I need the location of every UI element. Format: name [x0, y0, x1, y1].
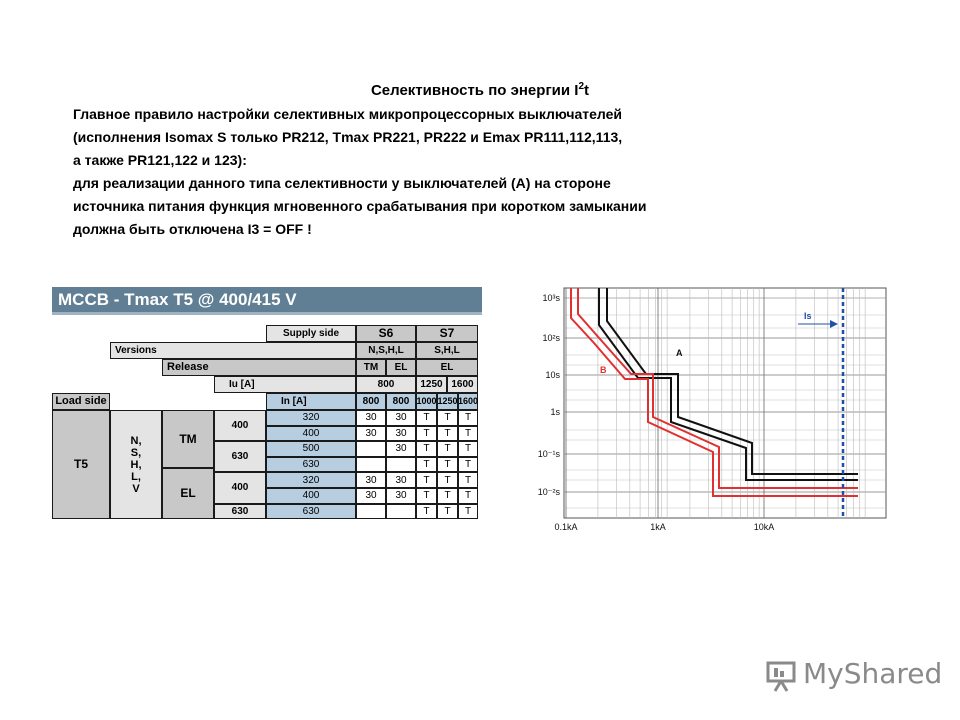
s7-iu-1: 1250	[416, 376, 447, 393]
iu-cell: 400	[214, 410, 266, 441]
paragraph-line: Главное правило настройки селективных микропроцессорных выключателей	[73, 106, 623, 122]
selectivity-value: T	[416, 457, 437, 473]
in-cell: 500	[266, 441, 356, 457]
selectivity-value: 30	[356, 488, 386, 504]
s6-el: EL	[386, 359, 416, 376]
tm-release: TM	[162, 410, 214, 468]
load-side-label: Load side	[52, 393, 110, 410]
in-cell: 400	[266, 426, 356, 442]
logo-text: MyShared	[803, 657, 943, 690]
selectivity-value: T	[458, 504, 478, 520]
release-label: Release	[162, 359, 356, 376]
selectivity-value: 30	[356, 426, 386, 442]
table-header: MCCB - Tmax T5 @ 400/415 V	[52, 287, 482, 312]
s6-versions: N,S,H,L	[356, 342, 416, 359]
in-cell: 400	[266, 488, 356, 504]
selectivity-value: T	[437, 426, 458, 442]
selectivity-value: T	[458, 426, 478, 442]
s7-label: S7	[416, 325, 478, 342]
in-value: 1000	[416, 393, 437, 410]
selectivity-value: 30	[356, 472, 386, 488]
x-tick-label: 10kA	[753, 522, 775, 530]
chart-svg	[508, 270, 888, 530]
myshared-logo	[765, 655, 943, 695]
s6-iu: 800	[356, 376, 416, 393]
y-tick-label: 10²s	[542, 333, 560, 343]
y-tick-label: 10s	[545, 370, 560, 380]
selectivity-value	[356, 441, 386, 457]
selectivity-value	[386, 504, 416, 520]
y-tick-label: 10⁻²s	[537, 487, 560, 497]
paragraph-line: должна быть отключена I3 = OFF !	[73, 221, 312, 237]
selectivity-value: T	[437, 488, 458, 504]
in-value: 800	[356, 393, 386, 410]
selectivity-value	[356, 504, 386, 520]
page-title: Селективность по энергии $I^2t$	[370, 81, 590, 99]
y-tick-label: 10³s	[542, 293, 560, 303]
selectivity-value: T	[458, 410, 478, 426]
selectivity-value: T	[458, 457, 478, 473]
in-value: 1600	[458, 393, 478, 410]
selectivity-value	[386, 457, 416, 473]
s6-label: S6	[356, 325, 416, 342]
selectivity-value: 30	[386, 472, 416, 488]
in-value: 800	[386, 393, 416, 410]
s7-el: EL	[416, 359, 478, 376]
selectivity-value: T	[437, 504, 458, 520]
selectivity-value: T	[458, 472, 478, 488]
is-label: Is	[804, 311, 812, 321]
selectivity-value: 30	[386, 426, 416, 442]
selectivity-value: T	[458, 441, 478, 457]
load-versions: N, S, H, L, V	[110, 410, 162, 519]
selectivity-value	[356, 457, 386, 473]
selectivity-value: T	[437, 457, 458, 473]
in-cell: 630	[266, 504, 356, 520]
s6-tm: TM	[356, 359, 386, 376]
s7-versions: S,H,L	[416, 342, 478, 359]
selectivity-table	[52, 287, 482, 521]
iu-label: Iu [A]	[214, 376, 356, 393]
paragraph-line: источника питания функция мгновенного срабатывания при коротком замыкании	[73, 198, 647, 214]
selectivity-value: T	[437, 472, 458, 488]
selectivity-value: T	[458, 488, 478, 504]
y-tick-label: 10⁻¹s	[537, 449, 560, 459]
selectivity-value: T	[416, 504, 437, 520]
selectivity-value: T	[416, 472, 437, 488]
s7-iu-2: 1600	[447, 376, 478, 393]
selectivity-value: T	[416, 426, 437, 442]
in-value: 1250	[437, 393, 458, 410]
time-current-chart	[508, 270, 888, 530]
selectivity-value: T	[437, 410, 458, 426]
supply-side-label: Supply side	[266, 325, 356, 342]
selectivity-value: T	[416, 410, 437, 426]
in-label: In [A]	[266, 393, 356, 410]
rule-paragraph	[73, 103, 873, 241]
plot-frame	[564, 288, 886, 518]
selectivity-value: 30	[356, 410, 386, 426]
y-tick-label: 1s	[550, 407, 560, 417]
selectivity-value: T	[416, 441, 437, 457]
in-cell: 320	[266, 410, 356, 426]
header-strip	[52, 312, 482, 315]
iu-cell: 630	[214, 441, 266, 472]
selectivity-value: 30	[386, 488, 416, 504]
load-model: T5	[52, 410, 110, 519]
in-cell: 320	[266, 472, 356, 488]
paragraph-line: для реализации данного типа селективности у выключателей (А) на стороне	[73, 175, 611, 191]
iu-cell: 400	[214, 472, 266, 503]
selectivity-value: 30	[386, 410, 416, 426]
x-tick-label: 0.1kA	[554, 522, 578, 530]
in-cell: 630	[266, 457, 356, 473]
iu-cell: 630	[214, 504, 266, 520]
selectivity-value: T	[437, 441, 458, 457]
paragraph-line: а также PR121,122 и 123):	[73, 152, 247, 168]
versions-label: Versions	[110, 342, 356, 359]
selectivity-value: T	[416, 488, 437, 504]
curve-b-label: B	[600, 365, 607, 375]
paragraph-line: (исполнения Isomax S только PR212, Tmax PR221, PR222 и Emax PR111,112,113,	[73, 129, 623, 145]
curve-a-label: A	[676, 348, 683, 358]
presentation-icon	[765, 659, 799, 693]
x-tick-label: 1kA	[650, 522, 666, 530]
selectivity-value: 30	[386, 441, 416, 457]
el-release: EL	[162, 468, 214, 519]
